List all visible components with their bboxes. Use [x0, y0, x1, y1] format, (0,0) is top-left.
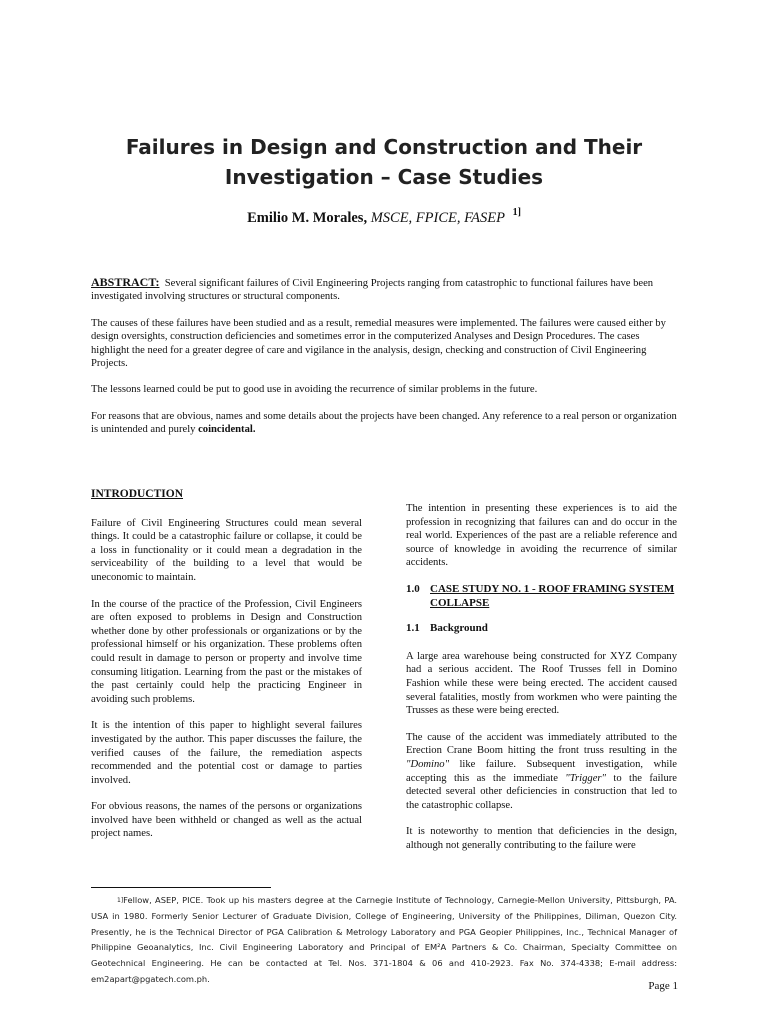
left-column	[91, 488, 362, 854]
case-study-title: CASE STUDY NO. 1 - ROOF FRAMING SYSTEM COLLAPSE	[430, 582, 675, 609]
intro-paragraph-3: It is the intention of this paper to highlight several failures investigated by the author. This paper discusses the failure, the verified causes of the failure, the remediation aspects recommended and the potential cost or damage to parties involved.	[91, 720, 362, 786]
case-paragraph-2	[406, 731, 677, 813]
intro-paragraph-5: The intention in presenting these experiences is to aid the profession in recognizing that failures can and do occur in the real world. Experiences of the past are a reliable reference and source of knowledge in avoiding the recurrence of similar accidents.	[406, 503, 677, 569]
trigger-term: "Trigger"	[565, 772, 606, 784]
paper-title	[60, 132, 708, 192]
abstract-paragraph-3: The lessons learned could be put to good use in avoiding the recurrence of similar problems in the future.	[91, 384, 538, 396]
case-text-2b: like failure. Subsequent investigation, while accepting this as the immediate	[406, 758, 677, 784]
introduction-heading: INTRODUCTION	[91, 488, 184, 500]
case-text-2a: The cause of the accident was immediately attributed to the Erection Crane Boom hitting the front truss resulting in the	[406, 731, 677, 757]
footnote-mark: 1]	[117, 897, 124, 904]
abstract-paragraph-1	[91, 276, 677, 304]
footnote-text: Fellow, ASEP, PICE. Took up his masters degree at the Carnegie Institute of Technology, Carnegie-Mellon University, Pittsburgh, PA. USA in 1980. Formerly Senior Lecturer of Graduate Division, College of Engineering, University of the Philippines, Diliman, Quezon City. Presently, he is the Technical Director of PGA Calibration & Metrology Laboratory and PGA Geopier Philippines, Inc., Technical Manager of Philippine Geoanalytics, Inc. Civil Engineering Laboratory and Principal of EM²A Partners & Co. Chairman, Specialty Committee on Geotechnical Engineering. He can be contacted at Tel. Nos. 371-1804 & 06 and 410-2923. Fax No. 374-4338; E-mail address: em2apart@pgatech.com.ph.	[91, 895, 677, 984]
abstract-paragraph-4	[91, 410, 677, 437]
title-line-2: Investigation – Case Studies	[224, 165, 544, 189]
abstract-section	[91, 276, 677, 450]
footnote-rule	[91, 887, 271, 888]
abstract-paragraph-2: The causes of these failures have been studied and as a result, remedial measures were implemented. The failures were caused either by design oversights, construction deficiencies and sometimes error in the computerized Analyses and Design Procedures. The cases highlight the need for a greater degree of care and vigilance in the analysis, design, checking and construction of Civil Engineering Projects.	[91, 317, 666, 370]
intro-paragraph-1: Failure of Civil Engineering Structures could mean several things. It could be a catastrophic failure or collapse, it could be a loss in functionality or it could mean a degradation in the serviceability of the building to a level that would be uneconomic to maintain.	[91, 517, 362, 583]
footnote	[91, 893, 677, 988]
abstract-text-1: Several significant failures of Civil Engineering Projects ranging from catastrophic to functional failures have been investigated involving structures or structural components.	[91, 278, 654, 303]
title-line-1: Failures in Design and Construction and Their	[125, 135, 643, 159]
case-paragraph-1: A large area warehouse being constructed for XYZ Company had a serious accident. The Roof Trusses fell in Domino Fashion while these were being erected. The accident caused several fatalities, mostly from workmen who were painting the Trusses as these were being erected.	[406, 650, 677, 717]
right-column	[406, 502, 677, 865]
abstract-text-4: For reasons that are obvious, names and some details about the projects have been changed. Any reference to a real person or organization is unintended and purely	[91, 410, 677, 436]
author-name: Emilio M. Morales,	[247, 210, 368, 226]
author-footnote-mark: 1]	[512, 207, 521, 218]
background-number: 1.1	[406, 622, 420, 635]
intro-paragraph-2: In the course of the practice of the Profession, Civil Engineers are often exposed to problems in Design and Construction whether done by other professionals or organizations or by the professional himself or his organization. These problems often could result in damage to person or property and involve time consuming litigation. Learning from the past or the mistakes of the past certainly could help the practicing Engineer in avoiding such problems.	[91, 598, 362, 705]
case-text-2c: to the failure detected several other deficiencies in construction that led to the catastrophic collapse.	[406, 772, 677, 811]
author-credentials: MSCE, FPICE, FASEP	[370, 210, 505, 226]
background-title: Background	[430, 622, 488, 635]
case-study-number: 1.0	[406, 582, 420, 595]
abstract-text-4-bold: coincidental.	[198, 424, 256, 436]
author-line	[0, 207, 768, 227]
abstract-label: ABSTRACT:	[91, 275, 160, 289]
case-study-heading	[406, 583, 677, 610]
intro-paragraph-4: For obvious reasons, the names of the persons or organizations involved have been withheld or changed as well as the actual project names.	[91, 801, 362, 840]
case-paragraph-3: It is noteworthy to mention that deficiencies in the design, although not generally contributing to the failure were	[406, 826, 677, 851]
domino-term: "Domino"	[406, 758, 450, 770]
page-number: Page 1	[648, 980, 678, 992]
background-heading	[406, 622, 677, 636]
